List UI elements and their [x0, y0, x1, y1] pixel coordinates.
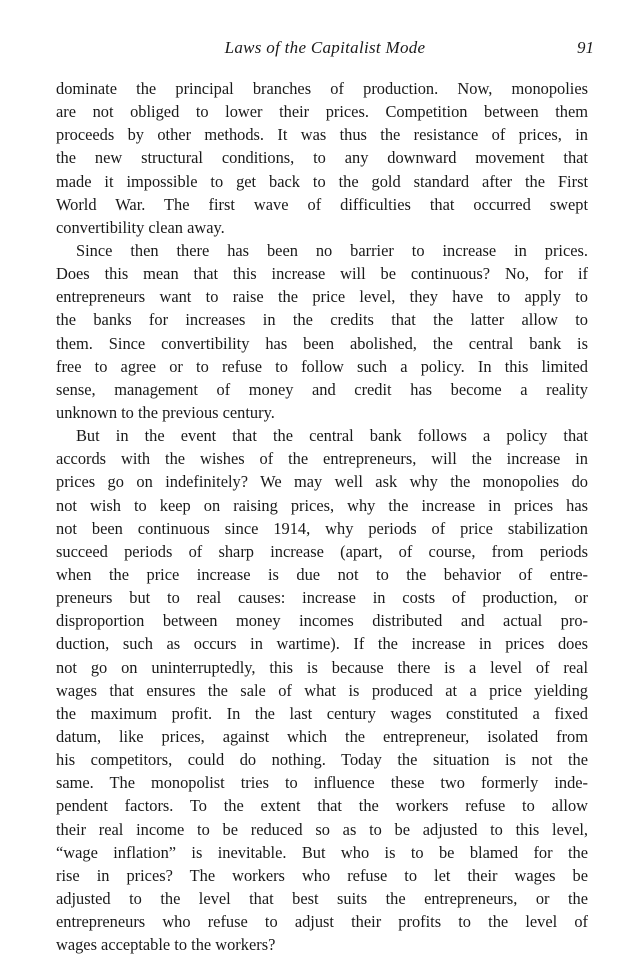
running-head	[56, 38, 594, 62]
text-line: not wish to keep on raising prices, why the increase in prices has	[56, 495, 588, 515]
text-line: duction, such as occurs in wartime). If the increase in prices does	[56, 634, 588, 654]
text-line: convertibility clean away.	[56, 217, 225, 237]
text-line: the new structural conditions, to any downward movement that	[56, 148, 588, 168]
text-line: “wage inflation” is inevitable. But who is to be blamed for the	[56, 842, 588, 862]
text-line: pendent factors. To the extent that the workers refuse to allow	[56, 796, 588, 816]
text-line: their real income to be reduced so as to be adjusted to this level,	[56, 819, 588, 839]
text-line: datum, like prices, against which the entrepreneur, isolated from	[56, 726, 588, 746]
body-text	[56, 77, 588, 956]
text-line: Since then there has been no barrier to increase in prices.	[76, 240, 588, 260]
text-line: are not obliged to lower their prices. Competition between them	[56, 102, 588, 122]
text-line: not go on uninterruptedly, this is because there is a level of real	[56, 657, 588, 677]
text-line: adjusted to the level that best suits the entrepreneurs, or the	[56, 888, 588, 908]
text-line: made it impossible to get back to the gold standard after the First	[56, 171, 588, 191]
text-line: not been continuous since 1914, why periods of price stabilization	[56, 518, 588, 538]
text-line: dominate the principal branches of production. Now, monopolies	[56, 79, 588, 98]
text-line: preneurs but to real causes: increase in costs of production, or	[56, 588, 588, 608]
text-line: disproportion between money incomes distributed and actual pro-	[56, 611, 588, 631]
text-line: his competitors, could do nothing. Today the situation is not the	[56, 750, 588, 770]
running-title: Laws of the Capitalist Mode	[224, 38, 426, 57]
text-line: same. The monopolist tries to influence these two formerly inde-	[56, 773, 588, 793]
text-line: World War. The first wave of difficulties that occurred swept	[56, 194, 588, 214]
page-number: 91	[577, 38, 594, 57]
text-line: But in the event that the central bank follows a policy that	[76, 426, 588, 446]
text-line: when the price increase is due not to the behavior of entre-	[56, 564, 588, 584]
text-line: prices go on indefinitely? We may well ask why the monopolies do	[56, 472, 588, 492]
text-line: free to agree or to refuse to follow such a policy. In this limited	[56, 356, 588, 376]
text-line: unknown to the previous century.	[56, 402, 275, 422]
text-line: rise in prices? The workers who refuse to let their wages be	[56, 865, 588, 885]
text-line: proceeds by other methods. It was thus the resistance of prices, in	[56, 125, 588, 145]
text-line: Does this mean that this increase will be continuous? No, for if	[56, 264, 588, 284]
text-line: wages that ensures the sale of what is produced at a price yielding	[56, 680, 588, 700]
text-line: them. Since convertibility has been abolished, the central bank is	[56, 333, 588, 353]
text-line: succeed periods of sharp increase (apart, of course, from periods	[56, 541, 588, 561]
text-line: the banks for increases in the credits that the latter allow to	[56, 310, 588, 330]
text-line: entrepreneurs want to raise the price level, they have to apply to	[56, 287, 588, 307]
text-line: accords with the wishes of the entrepreneurs, will the increase in	[56, 449, 588, 469]
text-line: sense, management of money and credit has become a reality	[56, 379, 588, 399]
text-line: entrepreneurs who refuse to adjust their profits to the level of	[56, 912, 588, 932]
text-line: wages acceptable to the workers?	[56, 935, 276, 955]
text-line: the maximum profit. In the last century wages constituted a fixed	[56, 703, 588, 723]
